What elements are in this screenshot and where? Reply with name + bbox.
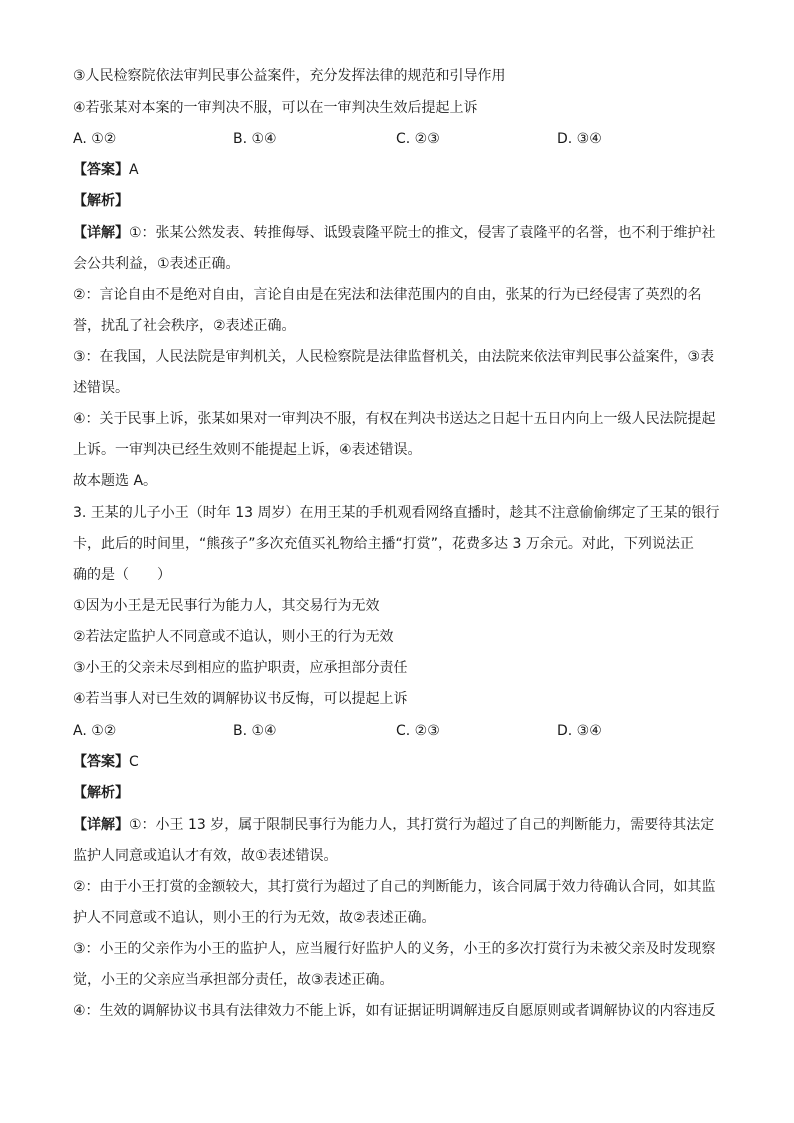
- statement-2: ②若法定监护人不同意或不追认，则小王的行为无效: [73, 629, 394, 645]
- detail-line: ③：在我国，人民法院是审判机关，人民检察院是法律监督机关，由法院来依法审判民事公益案件，③表: [73, 349, 715, 365]
- option-b: B. ①④: [233, 723, 277, 739]
- option-d: D. ③④: [557, 131, 602, 147]
- answer-line: [73, 160, 139, 180]
- answer-tag: 【答案】: [73, 162, 129, 178]
- detail-line: 护人不同意或不追认，则小王的行为无效，故②表述正确。: [73, 910, 436, 926]
- statement-4: ④若当事人对已生效的调解协议书反悔，可以提起上诉: [73, 691, 408, 707]
- option-d: D. ③④: [557, 723, 602, 739]
- statement-3: ③小王的父亲未尽到相应的监护职责，应承担部分责任: [73, 660, 408, 676]
- answer-line: [73, 752, 139, 772]
- question-stem: 确的是（ ）: [73, 567, 171, 583]
- option-a: A. ①②: [73, 131, 117, 147]
- option-b: B. ①④: [233, 131, 277, 147]
- detail-tag: 【详解】: [73, 225, 129, 241]
- analysis-tag: 【解析】: [73, 785, 129, 801]
- answer-tag: 【答案】: [73, 754, 129, 770]
- answer-value: C: [129, 754, 139, 770]
- answer-value: A: [129, 162, 139, 178]
- detail-line: ④：生效的调解协议书具有法律效力不能上诉，如有证据证明调解违反自愿原则或者调解协议的内容违反: [73, 1003, 716, 1019]
- detail-line: 誉，扰乱了社会秩序，②表述正确。: [73, 318, 296, 334]
- statement-3: ③人民检察院依法审判民事公益案件，充分发挥法律的规范和引导作用: [73, 68, 506, 84]
- detail-line: 会公共利益，①表述正确。: [73, 256, 240, 272]
- option-c: C. ②③: [396, 131, 440, 147]
- statement-4: ④若张某对本案的一审判决不服，可以在一审判决生效后提起上诉: [73, 100, 478, 116]
- detail-line: 觉，小王的父亲应当承担部分责任，故③表述正确。: [73, 972, 394, 988]
- question-stem: 卡，此后的时间里，“熊孩子”多次充值买礼物给主播“打赏”，花费多达 3 万余元。对此，下列说法正: [73, 536, 694, 552]
- detail-line: 【详解】①：小王 13 岁，属于限制民事行为能力人，其打赏行为超过了自己的判断能力，需要待其法定: [73, 817, 715, 833]
- statement-1: ①因为小王是无民事行为能力人，其交易行为无效: [73, 598, 380, 614]
- option-c: C. ②③: [396, 723, 440, 739]
- question-stem: 3. 王某的儿子小王（时年 13 周岁）在用王某的手机观看网络直播时，趁其不注意偷偷绑定了王某的银行: [73, 505, 720, 521]
- detail-line: 监护人同意或追认才有效，故①表述错误。: [73, 848, 338, 864]
- detail-line: 述错误。: [73, 380, 129, 396]
- option-a: A. ①②: [73, 723, 117, 739]
- detail-line: ④：关于民事上诉，张某如果对一审判决不服，有权在判决书送达之日起十五日内向上一级人民法院提起: [73, 411, 716, 427]
- detail-line: ②：言论自由不是绝对自由，言论自由是在宪法和法律范围内的自由，张某的行为已经侵害了英烈的名: [73, 287, 702, 303]
- conclusion-line: 故本题选 A。: [73, 473, 158, 489]
- analysis-tag: 【解析】: [73, 193, 129, 209]
- detail-line: ②：由于小王打赏的金额较大，其打赏行为超过了自己的判断能力，该合同属于效力待确认合同，如其监: [73, 879, 716, 895]
- detail-line: ③：小王的父亲作为小王的监护人，应当履行好监护人的义务，小王的多次打赏行为未被父亲及时发现察: [73, 941, 716, 957]
- detail-line: 上诉。一审判决已经生效则不能提起上诉，④表述错误。: [73, 442, 422, 458]
- detail-line: 【详解】①：张某公然发表、转推侮辱、诋毁袁隆平院士的推文，侵害了袁隆平的名誉，也不利于维护社: [73, 225, 716, 241]
- detail-tag: 【详解】: [73, 817, 129, 833]
